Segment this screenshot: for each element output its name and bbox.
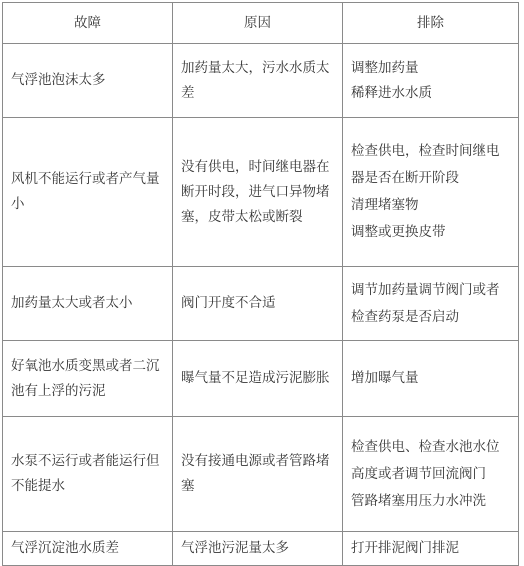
cause-cell: 加药量太大，污水水质太差 <box>173 44 343 118</box>
table-row <box>3 341 519 417</box>
header-fault: 故障 <box>3 3 173 44</box>
cause-cell: 没有供电，时间继电器在断开时段，进气口异物堵塞，皮带太松或断裂 <box>173 118 343 267</box>
table-row <box>3 532 519 566</box>
table-header-row <box>3 3 519 44</box>
fix-cell <box>343 417 519 532</box>
fix-line: 清理堵塞物 <box>351 197 419 213</box>
cause-cell: 阀门开度不合适 <box>173 267 343 341</box>
table-row <box>3 417 519 532</box>
fault-cell: 加药量太大或者太小 <box>3 267 173 341</box>
fix-line: 稀释进水水质 <box>351 84 432 101</box>
header-fix: 排除 <box>343 3 519 44</box>
fault-cell: 好氧池水质变黑或者二沉池有上浮的污泥 <box>3 341 173 417</box>
fix-line: 调节加药量调节阀门或者 <box>351 281 500 298</box>
fix-line: 检查药泵是否启动 <box>351 308 459 325</box>
fault-table <box>2 2 519 566</box>
fix-cell <box>343 341 519 417</box>
fix-cell <box>343 532 519 566</box>
fix-cell <box>343 118 519 267</box>
fix-cell <box>343 44 519 118</box>
fix-cell <box>343 267 519 341</box>
fix-line: 检查供电、检查水池水位高度或者调节回流阀门 <box>351 438 500 482</box>
cause-cell: 气浮池污泥量太多 <box>173 532 343 566</box>
cause-cell: 曝气量不足造成污泥膨胀 <box>173 341 343 417</box>
fault-cell: 风机不能运行或者产气量小 <box>3 118 173 267</box>
fix-line: 检查供电，检查时间继电器是否在断开阶段 <box>351 143 500 186</box>
header-cause: 原因 <box>173 3 343 44</box>
fix-line: 增加曝气量 <box>351 370 419 386</box>
fix-line: 调整加药量 <box>351 59 419 76</box>
cause-cell: 没有接通电源或者管路堵塞 <box>173 417 343 532</box>
fault-cell: 水泵不运行或者能运行但不能提水 <box>3 417 173 532</box>
fault-cell: 气浮池泡沫太多 <box>3 44 173 118</box>
fix-line: 管路堵塞用压力水冲洗 <box>351 492 486 509</box>
fault-cell: 气浮沉淀池水质差 <box>3 532 173 566</box>
fix-line: 打开排泥阀门排泥 <box>351 540 459 556</box>
table-row <box>3 44 519 118</box>
fix-line: 调整或更换皮带 <box>351 224 446 240</box>
table-row <box>3 267 519 341</box>
table-row <box>3 118 519 267</box>
